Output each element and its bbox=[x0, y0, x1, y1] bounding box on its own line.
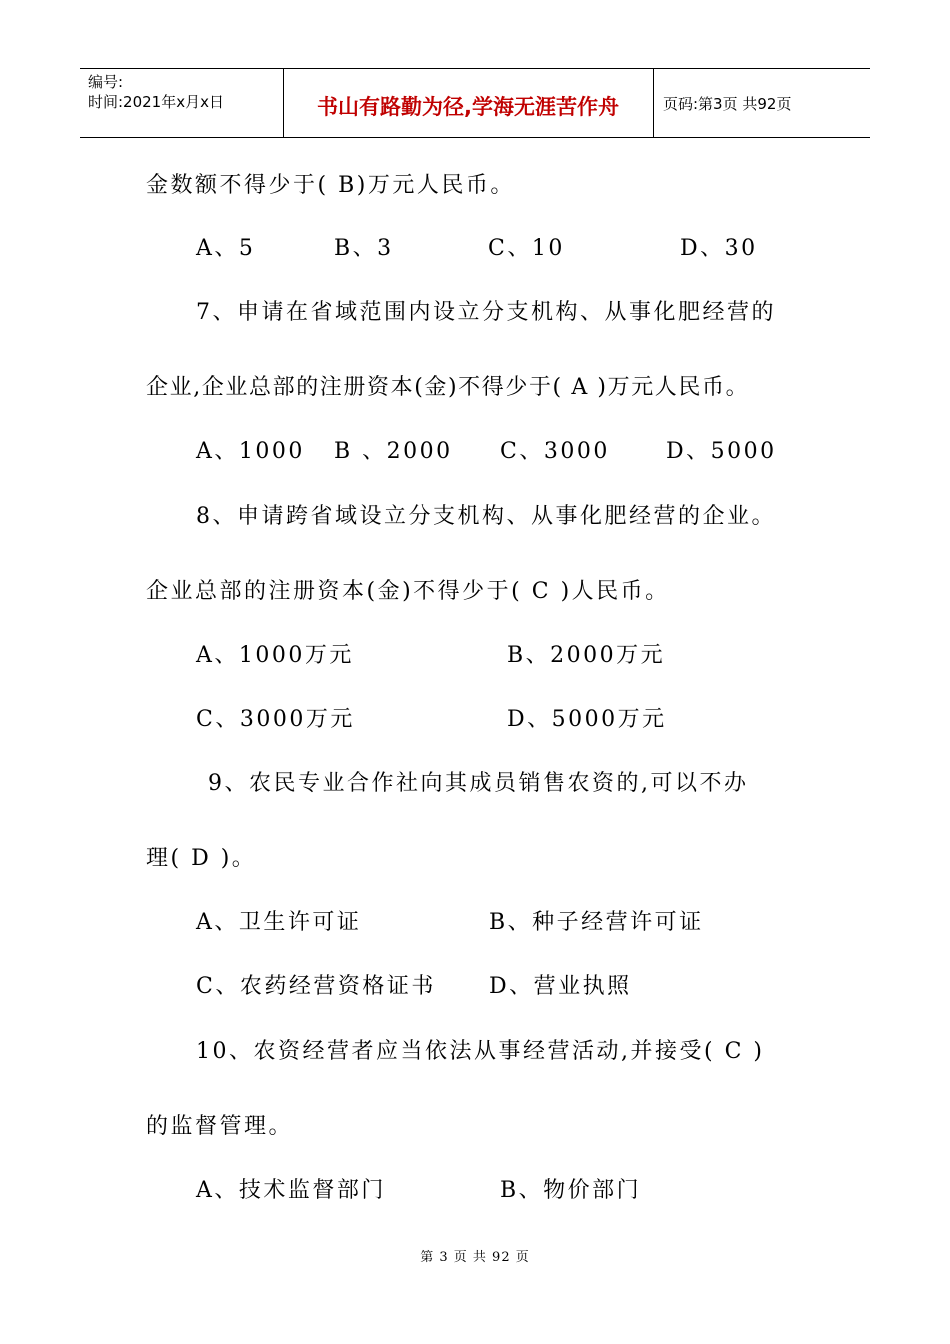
option-b: B、3 bbox=[334, 236, 394, 261]
header-motto: 书山有路勤为径,学海无涯苦作舟 bbox=[317, 95, 619, 119]
header-left-cell bbox=[80, 69, 284, 137]
text-line: 金数额不得少于( B)万元人民币。 bbox=[146, 173, 515, 198]
document-number-label: 编号: bbox=[88, 73, 124, 91]
option-a: A、5 bbox=[196, 236, 256, 261]
option-b: B 、2000 bbox=[334, 439, 453, 464]
option-d: D、5000万元 bbox=[507, 707, 667, 732]
option-a: A、1000万元 bbox=[196, 643, 354, 668]
question-10: 10、农资经营者应当依法从事经营活动,并接受( C ) bbox=[196, 1039, 765, 1064]
header-page-cell bbox=[653, 69, 870, 137]
option-a: A、1000 bbox=[196, 439, 305, 464]
question-7: 7、申请在省域范围内设立分支机构、从事化肥经营的 bbox=[196, 300, 776, 325]
question-8: 8、申请跨省域设立分支机构、从事化肥经营的企业。 bbox=[196, 504, 776, 529]
header-page-number: 页码:第3页 共92页 bbox=[663, 95, 792, 113]
text-line: 企业,企业总部的注册资本(金)不得少于( A )万元人民币。 bbox=[146, 375, 750, 400]
option-d: D、营业执照 bbox=[489, 974, 632, 999]
text-line: 的监督管理。 bbox=[146, 1114, 294, 1139]
page-header bbox=[80, 68, 870, 138]
question-9: 9、农民专业合作社向其成员销售农资的,可以不办 bbox=[208, 771, 749, 796]
option-a: A、技术监督部门 bbox=[196, 1178, 386, 1203]
option-c: C、农药经营资格证书 bbox=[196, 974, 436, 999]
option-a: A、卫生许可证 bbox=[196, 910, 362, 935]
option-b: B、物价部门 bbox=[500, 1178, 642, 1203]
option-b: B、2000万元 bbox=[507, 643, 666, 668]
option-c: C、10 bbox=[488, 236, 565, 261]
page-footer: 第 3 页 共 92 页 bbox=[420, 1250, 530, 1265]
text-line: 企业总部的注册资本(金)不得少于( C )人民币。 bbox=[146, 579, 670, 604]
document-time-label: 时间:2021年x月x日 bbox=[88, 93, 224, 111]
option-c: C、3000万元 bbox=[196, 707, 355, 732]
option-d: D、30 bbox=[680, 236, 758, 261]
option-c: C、3000 bbox=[500, 439, 610, 464]
option-b: B、种子经营许可证 bbox=[489, 910, 704, 935]
text-line: 理( D )。 bbox=[146, 846, 257, 871]
header-motto-cell bbox=[283, 69, 654, 137]
option-d: D、5000 bbox=[666, 439, 777, 464]
